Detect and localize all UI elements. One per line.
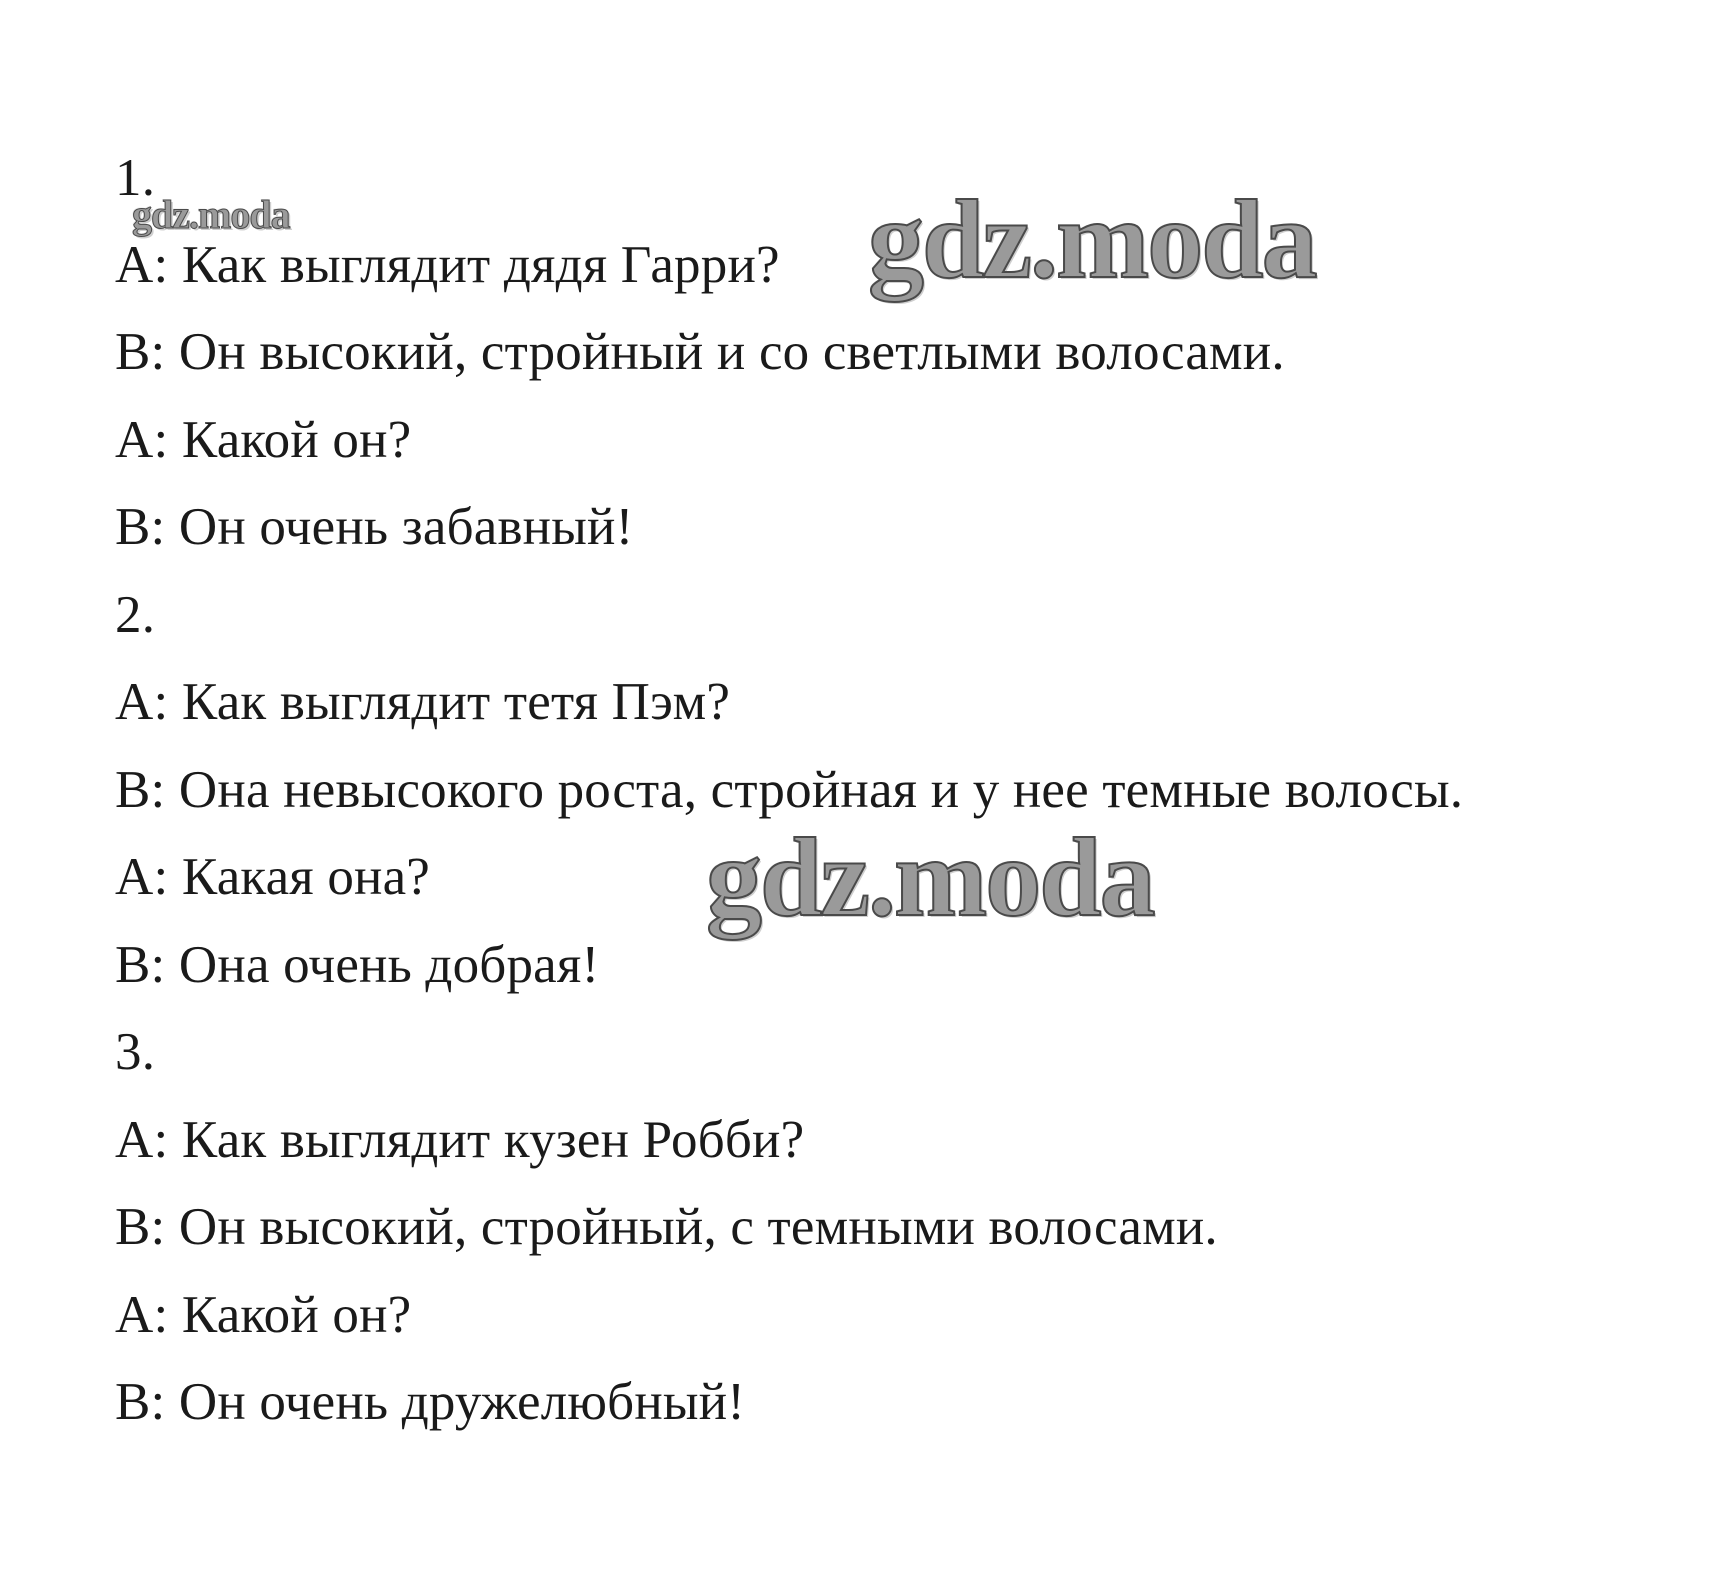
dialogue-2-line-2: B: Она невысокого роста, стройная и у нее темные волосы. <box>115 761 1464 819</box>
dialogue-1-number: 1. <box>115 149 156 207</box>
dialogue-2-line-1: A: Как выглядит тетя Пэм? <box>115 673 731 731</box>
watermark-small: gdz.moda <box>132 192 290 237</box>
dialogue-1-line-1: A: Как выглядит дядя Гарри? <box>115 236 780 294</box>
dialogue-3-line-2: B: Он высокий, стройный, с темными волосами. <box>115 1198 1218 1256</box>
dialogue-2-line-3: A: Какая она? <box>115 848 431 906</box>
dialogue-3-line-1: A: Как выглядит кузен Робби? <box>115 1111 805 1169</box>
dialogue-1-line-2: B: Он высокий, стройный и со светлыми волосами. <box>115 323 1285 381</box>
dialogue-2-line-4: B: Она очень добрая! <box>115 936 600 994</box>
watermark-large-top: gdz.moda <box>868 178 1316 302</box>
dialogue-1-line-3: A: Какой он? <box>115 411 412 469</box>
dialogue-2-number: 2. <box>115 586 156 644</box>
dialogue-3-line-3: A: Какой он? <box>115 1286 412 1344</box>
dialogue-1-line-4: B: Он очень забавный! <box>115 498 634 556</box>
dialogue-3-number: 3. <box>115 1023 156 1081</box>
dialogue-3-line-4: B: Он очень дружелюбный! <box>115 1373 746 1431</box>
watermark-large-middle: gdz.moda <box>706 816 1154 940</box>
